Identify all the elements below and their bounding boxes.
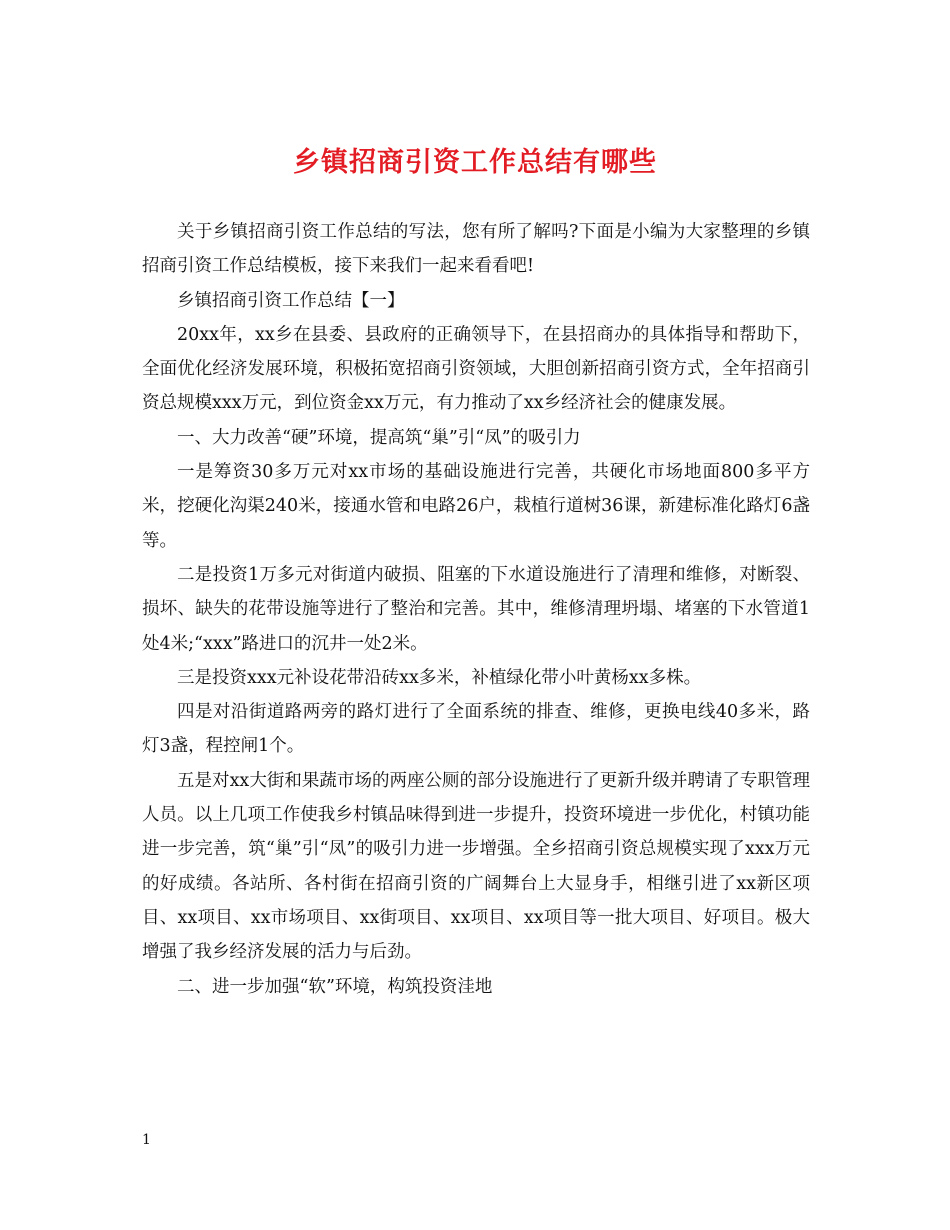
paragraph-overview: 20xx年，xx乡在县委、县政府的正确领导下，在县招商办的具体指导和帮助下，全面优化经济发展环境，积极拓宽招商引资领域，大胆创新招商引资方式，全年招商引资总规模xxx万元，到位资金xx万元，有力推动了xx乡经济社会的健康发展。 [142,324,810,414]
paragraph-item-two: 二是投资1万多元对街道内破损、阻塞的下水道设施进行了清理和维修，对断裂、损坏、缺失的花带设施等进行了整治和完善。其中，维修清理坍塌、堵塞的下水管道1处4米;“xxx”路进口的沉井一处2米。 [142,564,810,654]
section-heading-soft-environment: 二、进一步加强“软”环境，构筑投资洼地 [177,976,493,997]
paragraph-item-three: 三是投资xxx元补设花带沿砖xx多米，补植绿化带小叶黄杨xx多株。 [177,667,702,688]
section-heading-hard-environment: 一、大力改善“硬”环境，提高筑“巢”引“凤”的吸引力 [177,427,581,448]
paragraph-item-five: 五是对xx大街和果蔬市场的两座公厕的部分设施进行了更新升级并聘请了专职管理人员。以上几项工作使我乡村镇品味得到进一步提升，投资环境进一步优化，村镇功能进一步完善，筑“巢”引“凤”的吸引力进一步增强。全乡招商引资总规模实现了xxx万元的好成绩。各站所、各村街在招商引资的广阔舞台上大显身手，相继引进了xx新区项目、xx项目、xx市场项目、xx街项目、xx项目、xx项目等一批大项目、好项目。极大增强了我乡经济发展的活力与后劲。 [142,770,810,963]
page-number: 1 [142,1132,151,1148]
document-title: 乡镇招商引资工作总结有哪些 [293,147,657,178]
document-body [142,215,810,1004]
paragraph-intro: 关于乡镇招商引资工作总结的写法，您有所了解吗?下面是小编为大家整理的乡镇招商引资工作总结模板，接下来我们一起来看看吧! [142,222,810,277]
paragraph-item-one: 一是筹资30多万元对xx市场的基础设施进行完善，共硬化市场地面800多平方米，挖硬化沟渠240米，接通水管和电路26户，栽植行道树36课，新建标准化路灯6盏等。 [142,462,810,551]
section-heading-part-one: 乡镇招商引资工作总结【一】 [177,290,405,311]
paragraph-item-four: 四是对沿街道路两旁的路灯进行了全面系统的排查、维修，更换电线40多米，路灯3盏，程控闸1个。 [142,702,810,757]
